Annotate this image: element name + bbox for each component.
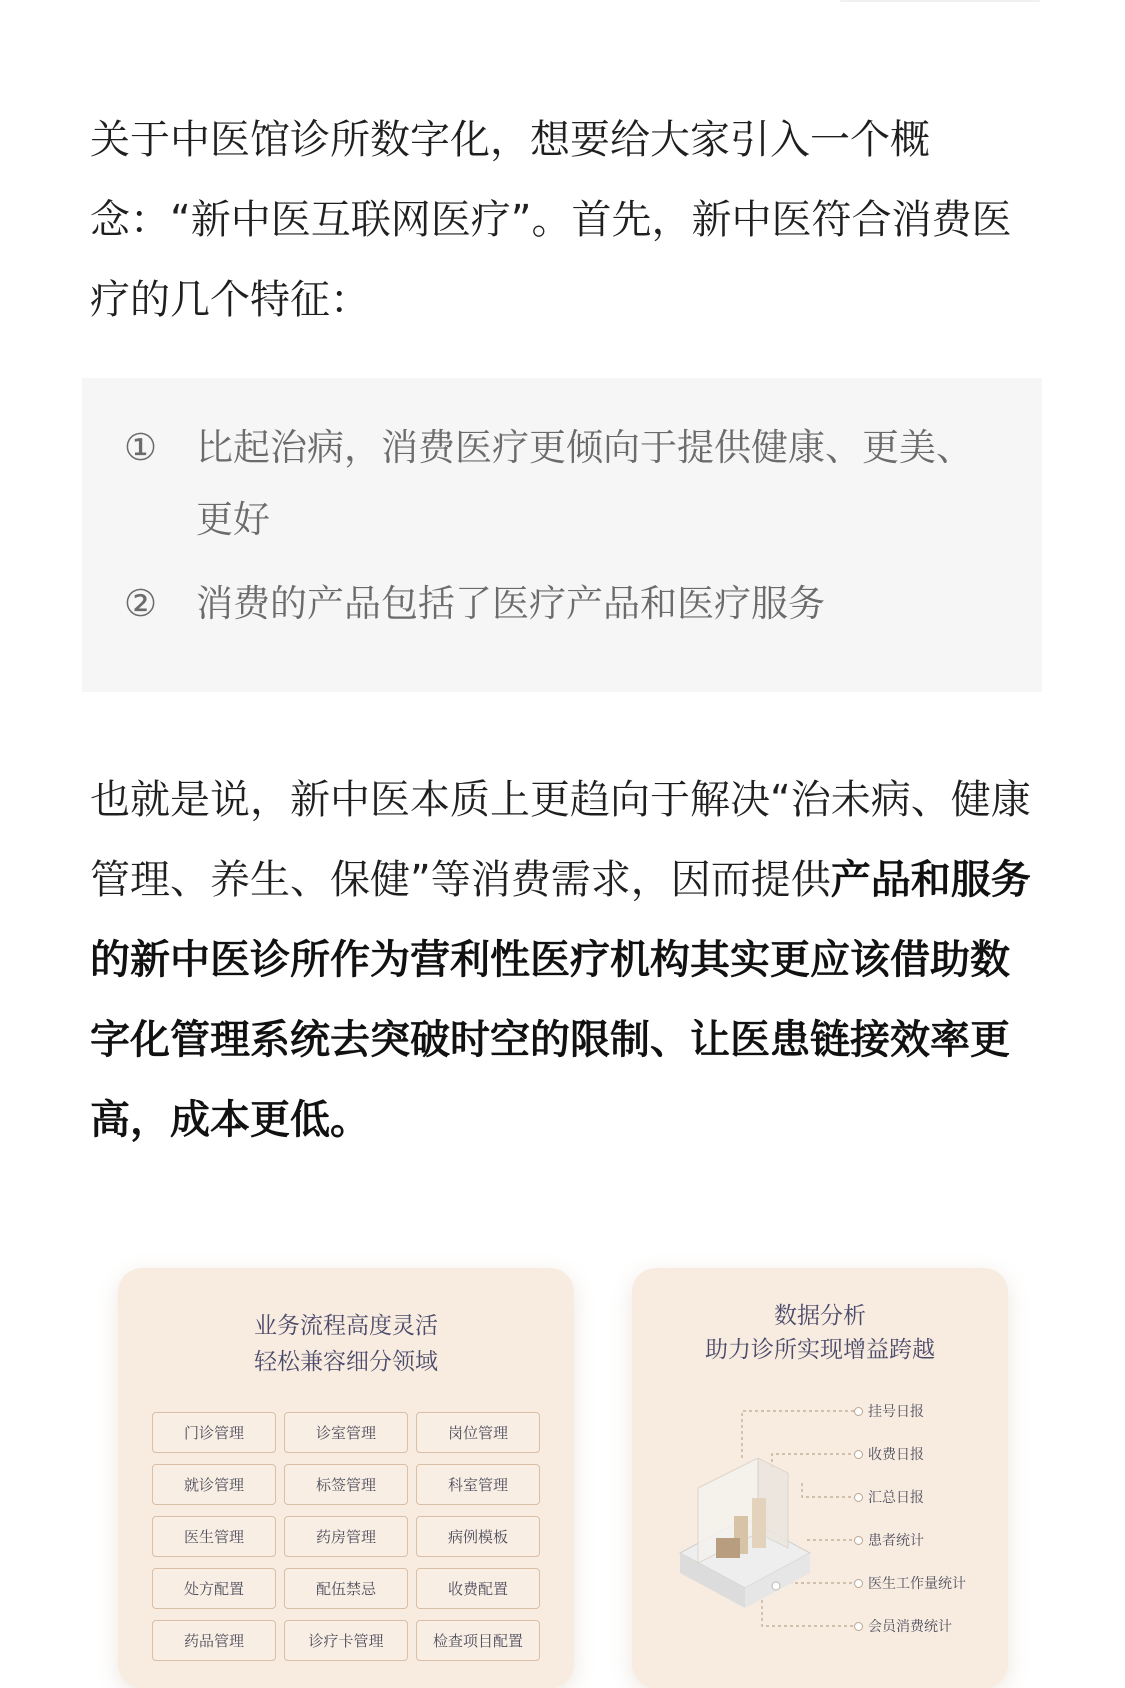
business-flow-card	[118, 1268, 574, 1688]
data-analysis-card	[632, 1268, 1008, 1688]
report-item	[854, 1439, 966, 1469]
body-paragraph	[90, 760, 1040, 1160]
report-item	[854, 1568, 966, 1598]
quote-item	[124, 412, 1004, 556]
module-cell: 收费配置	[416, 1568, 540, 1609]
module-cell: 处方配置	[152, 1568, 276, 1609]
module-cell: 就诊管理	[152, 1464, 276, 1505]
module-cell: 医生管理	[152, 1516, 276, 1557]
module-cell: 科室管理	[416, 1464, 540, 1505]
report-item-label: 收费日报	[868, 1447, 924, 1463]
top-divider	[840, 0, 1040, 2]
report-item-label: 医生工作量统计	[868, 1576, 966, 1592]
module-cell: 药品管理	[152, 1620, 276, 1661]
module-grid	[152, 1412, 542, 1661]
dot-icon	[854, 1536, 863, 1545]
dot-icon	[854, 1579, 863, 1588]
card-title: 业务流程高度灵活	[254, 1313, 438, 1339]
report-list	[854, 1396, 966, 1654]
quote-block	[82, 378, 1042, 692]
report-item-label: 患者统计	[868, 1533, 924, 1549]
quote-item	[124, 568, 1004, 640]
dot-icon	[854, 1493, 863, 1502]
report-item-label: 会员消费统计	[868, 1619, 952, 1635]
report-item-label: 挂号日报	[868, 1404, 924, 1420]
module-cell: 诊疗卡管理	[284, 1620, 408, 1661]
isometric-chart-illustration	[670, 1458, 820, 1628]
module-cell: 病例模板	[416, 1516, 540, 1557]
report-item	[854, 1396, 966, 1426]
module-cell: 诊室管理	[284, 1412, 408, 1453]
card-subtitle: 助力诊所实现增益跨越	[705, 1337, 935, 1363]
module-cell: 标签管理	[284, 1464, 408, 1505]
dot-icon	[854, 1450, 863, 1459]
dot-icon	[854, 1407, 863, 1416]
quote-item-number: ②	[124, 582, 158, 625]
body-paragraph-bold: 产品和服务的新中医诊所作为营利性医疗机构其实更应该借助数字化管理系统去突破时空的限制、让医患链接效率更高，成本更低。	[90, 857, 1031, 1143]
module-cell: 药房管理	[284, 1516, 408, 1557]
card-title: 数据分析	[774, 1303, 866, 1329]
module-cell: 检查项目配置	[416, 1620, 540, 1661]
module-cell: 岗位管理	[416, 1412, 540, 1453]
module-cell: 门诊管理	[152, 1412, 276, 1453]
report-item	[854, 1525, 966, 1555]
report-item-label: 汇总日报	[868, 1490, 924, 1506]
report-item	[854, 1611, 966, 1641]
quote-item-text: 消费的产品包括了医疗产品和医疗服务	[196, 582, 825, 625]
body-paragraph-normal: 也就是说，新中医本质上更趋向于解决“治未病、健康管理、养生、保健”等消费需求，因而提供	[90, 777, 1031, 903]
card-subtitle: 轻松兼容细分领域	[254, 1349, 438, 1375]
report-item	[854, 1482, 966, 1512]
quote-item-number: ①	[124, 426, 158, 469]
quote-item-text: 比起治病，消费医疗更倾向于提供健康、更美、更好	[196, 426, 973, 541]
dot-icon	[854, 1622, 863, 1631]
intro-paragraph: 关于中医馆诊所数字化，想要给大家引入一个概念：“新中医互联网医疗”。首先，新中医符合消费医疗的几个特征：	[90, 117, 1012, 323]
module-cell: 配伍禁忌	[284, 1568, 408, 1609]
